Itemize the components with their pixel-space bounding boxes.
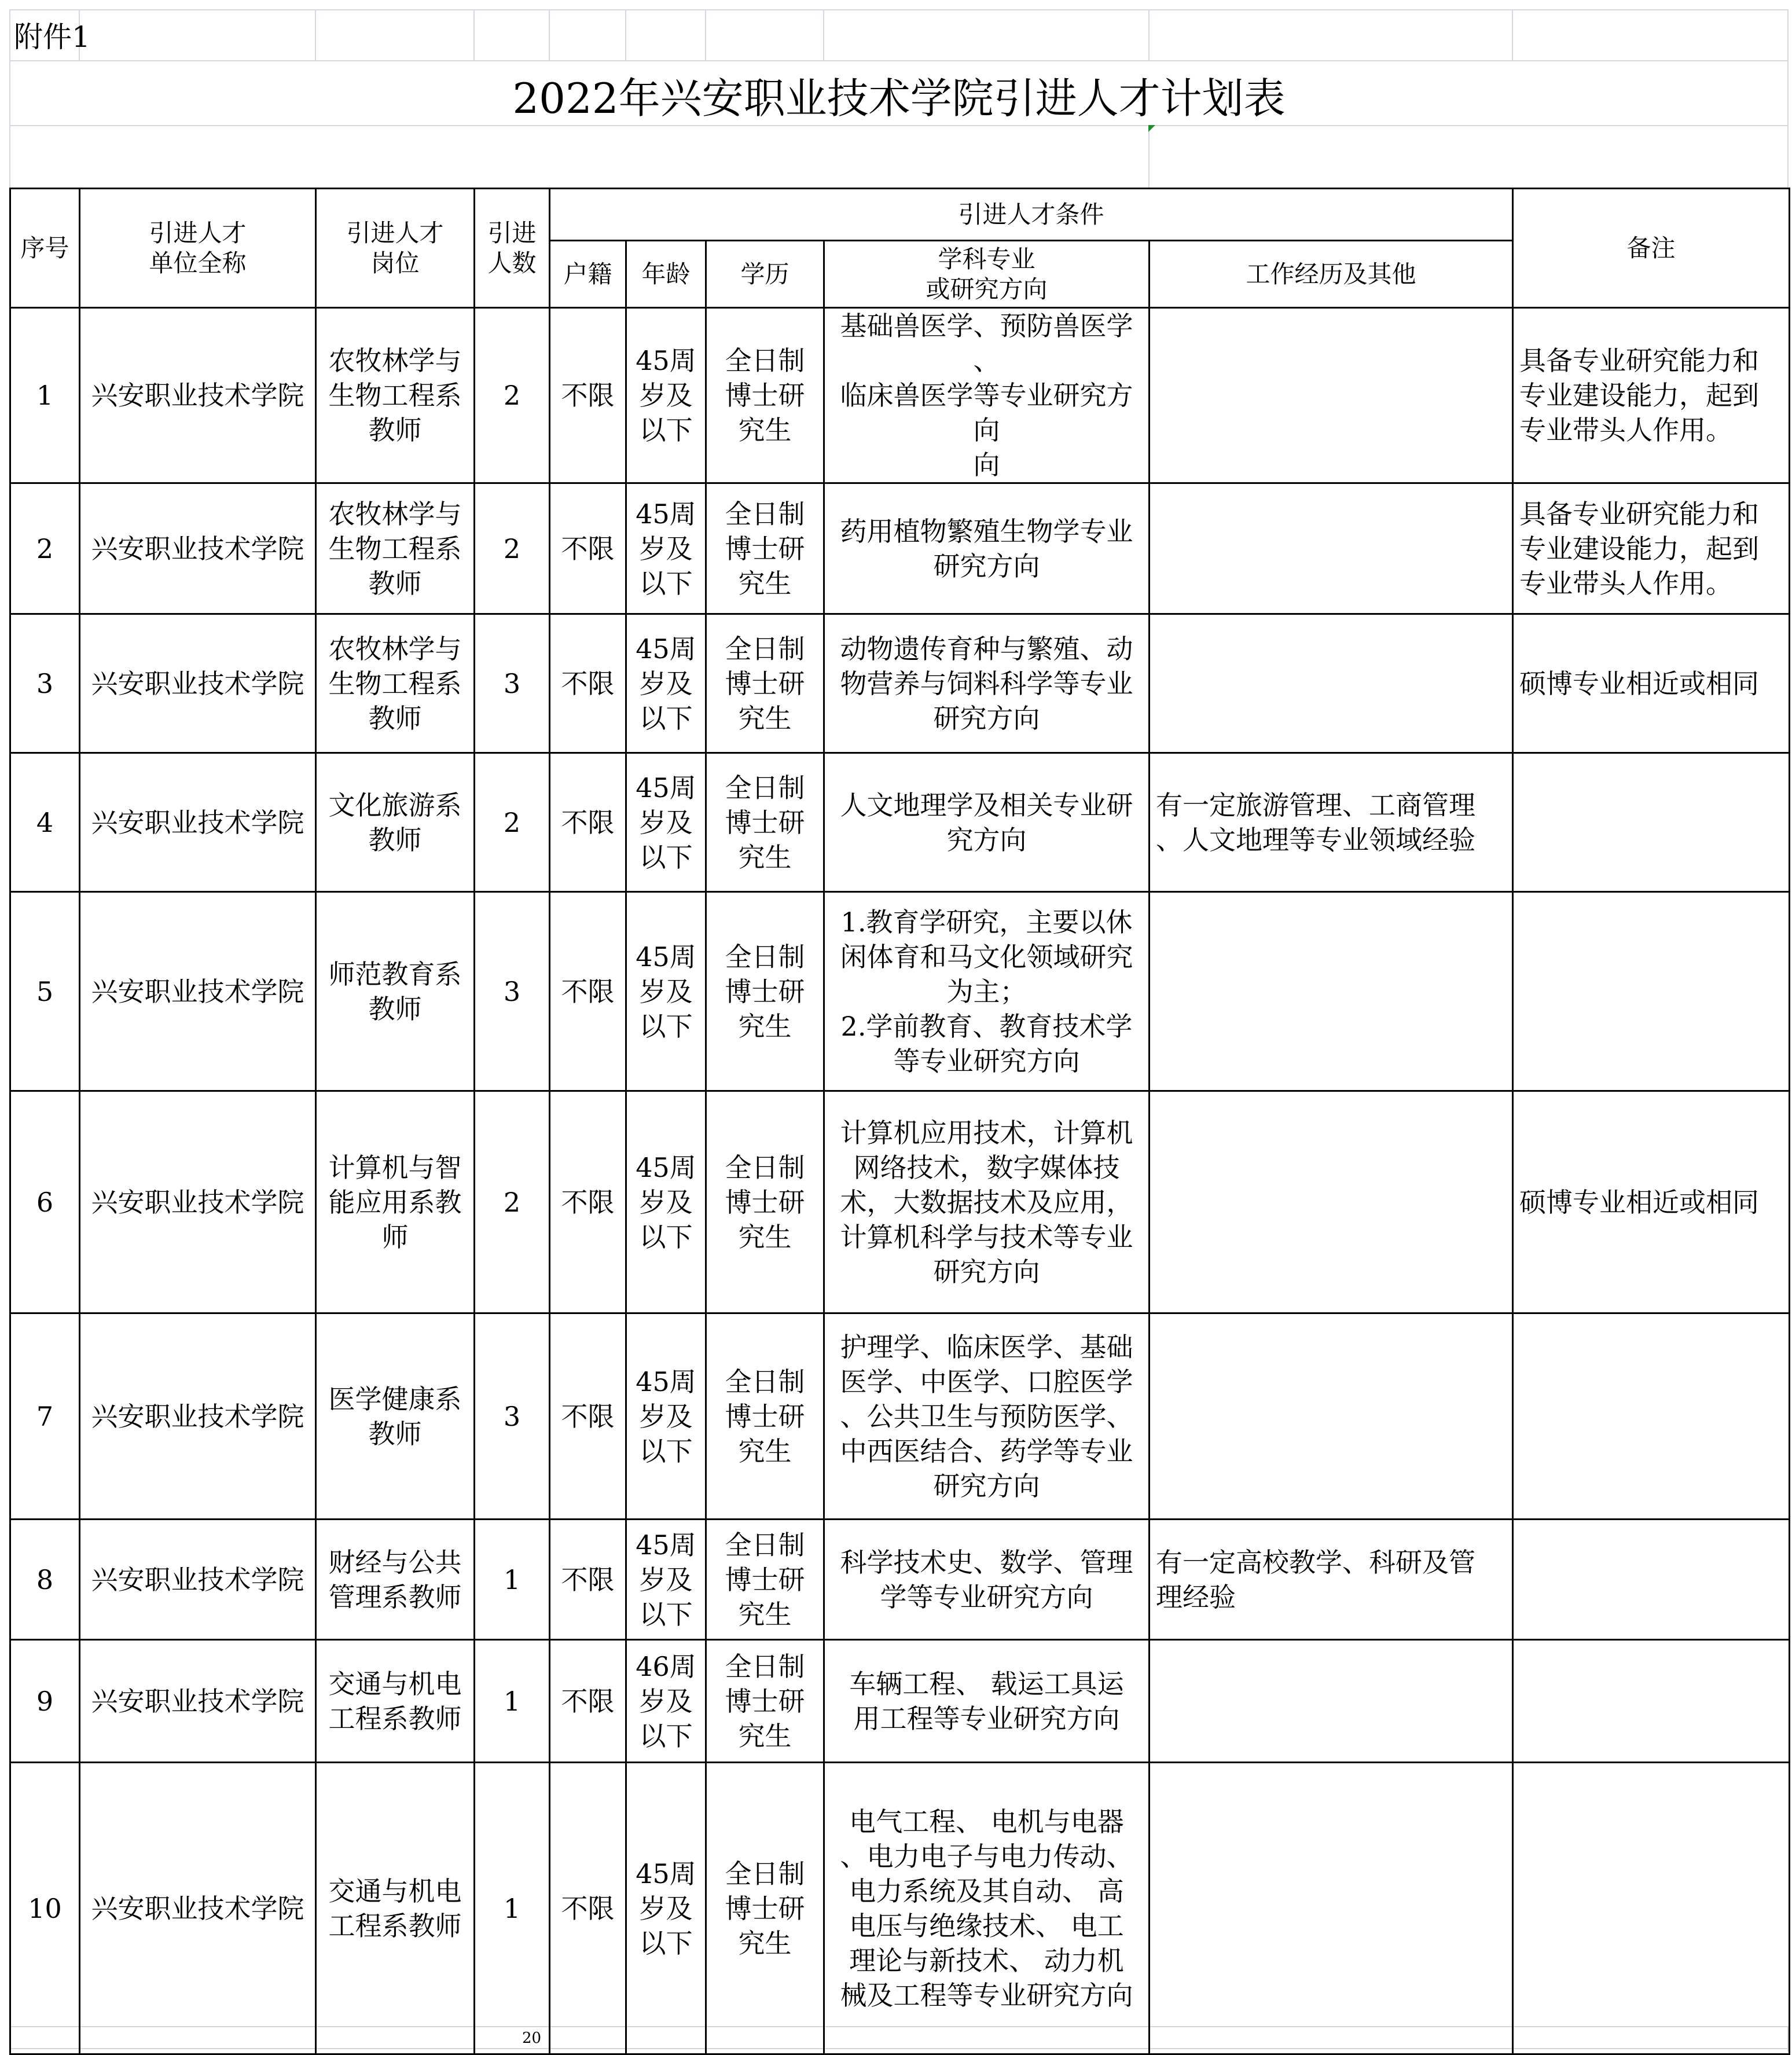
cell-count: 3 <box>475 614 550 753</box>
cell-experience: 有一定旅游管理、工商管理 、人文地理等专业领域经验 <box>1150 753 1513 892</box>
total-count: 20 <box>522 2030 542 2047</box>
table-row <box>10 1091 1790 1313</box>
cell-major: 基础兽医学、预防兽医学 、 临床兽医学等专业研究方向 向 <box>824 308 1150 483</box>
cell-unit: 兴安职业技术学院 <box>80 1763 316 2054</box>
cell-index: 5 <box>10 892 80 1091</box>
cell-count: 1 <box>475 1763 550 2054</box>
cell-post: 文化旅游系教师 <box>316 753 475 892</box>
cell-unit: 兴安职业技术学院 <box>80 483 316 614</box>
cell-post: 农牧林学与生物工程系教师 <box>316 614 475 753</box>
cell-experience <box>1150 483 1513 614</box>
cell-unit: 兴安职业技术学院 <box>80 308 316 483</box>
header-index: 序号 <box>10 189 80 308</box>
cell-hukou: 不限 <box>550 1520 626 1640</box>
table-row <box>10 753 1790 892</box>
cell-count: 3 <box>475 1313 550 1520</box>
cell-experience <box>1150 892 1513 1091</box>
gridline <box>625 9 626 60</box>
cell-post: 财经与公共管理系教师 <box>316 1520 475 1640</box>
cell-index: 2 <box>10 483 80 614</box>
cell-index: 4 <box>10 753 80 892</box>
cell-hukou: 不限 <box>550 892 626 1091</box>
gridline <box>1148 9 1150 60</box>
cell-education: 全日制博士研究生 <box>706 1313 824 1520</box>
cell-hukou: 不限 <box>550 1640 626 1763</box>
cell-experience <box>1150 308 1513 483</box>
cell-index: 9 <box>10 1640 80 1763</box>
cell-major: 护理学、临床医学、基础 医学、中医学、口腔医学 、公共卫生与预防医学、 中西医结合、药学等专业 研究方向 <box>824 1313 1150 1520</box>
cell-post: 农牧林学与生物工程系教师 <box>316 308 475 483</box>
gridline <box>9 9 1789 10</box>
page-title: 2022年兴安职业技术学院引进人才计划表 <box>512 74 1286 123</box>
gridline <box>1148 125 1150 188</box>
cell-major: 动物遗传育种与繁殖、动 物营养与饲料科学等专业 研究方向 <box>824 614 1150 753</box>
cell-experience: 有一定高校教学、科研及管 理经验 <box>1150 1520 1513 1640</box>
table-row <box>10 892 1790 1091</box>
cell-remarks <box>1513 1520 1790 1640</box>
cell-age: 45周岁及以下 <box>626 1313 706 1520</box>
cell-remarks: 硕博专业相近或相同 <box>1513 1091 1790 1313</box>
cell-experience <box>1150 1640 1513 1763</box>
cell-post: 农牧林学与生物工程系教师 <box>316 483 475 614</box>
cell-remarks <box>1513 1640 1790 1763</box>
header-remarks: 备注 <box>1513 189 1790 308</box>
table-row <box>10 614 1790 753</box>
gridline <box>9 60 1789 61</box>
talent-plan-table <box>9 188 1790 2055</box>
cell-post: 医学健康系教师 <box>316 1313 475 1520</box>
cell-hukou: 不限 <box>550 753 626 892</box>
cell-major: 1.教育学研究，主要以休 闲体育和马文化领域研究 为主； 2.学前教育、教育技术学 等专业研究方向 <box>824 892 1150 1091</box>
comment-marker <box>1148 125 1155 132</box>
cell-hukou: 不限 <box>550 308 626 483</box>
table-row <box>10 483 1790 614</box>
header-post: 引进人才 岗位 <box>316 189 475 308</box>
gridline <box>823 9 824 60</box>
cell-education: 全日制博士研究生 <box>706 1091 824 1313</box>
cell-major: 计算机应用技术，计算机 网络技术，数字媒体技 术，大数据技术及应用， 计算机科学与技术等专业 研究方向 <box>824 1091 1150 1313</box>
cell-index: 1 <box>10 308 80 483</box>
cell-unit: 兴安职业技术学院 <box>80 892 316 1091</box>
cell-education: 全日制博士研究生 <box>706 892 824 1091</box>
header-unit: 引进人才 单位全称 <box>80 189 316 308</box>
cell-experience <box>1150 614 1513 753</box>
gridline <box>315 9 316 60</box>
cell-experience <box>1150 1763 1513 2054</box>
cell-experience <box>1150 1313 1513 1520</box>
cell-post: 交通与机电工程系教师 <box>316 1640 475 1763</box>
cell-count: 2 <box>475 753 550 892</box>
header-major: 学科专业 或研究方向 <box>824 241 1150 308</box>
cell-count: 3 <box>475 892 550 1091</box>
cell-remarks: 具备专业研究能力和专业建设能力，起到专业带头人作用。 <box>1513 483 1790 614</box>
table-row <box>10 308 1790 483</box>
cell-major: 药用植物繁殖生物学专业 研究方向 <box>824 483 1150 614</box>
header-age: 年龄 <box>626 241 706 308</box>
cell-index: 3 <box>10 614 80 753</box>
cell-unit: 兴安职业技术学院 <box>80 1313 316 1520</box>
cell-hukou: 不限 <box>550 483 626 614</box>
cell-hukou: 不限 <box>550 1763 626 2054</box>
cell-age: 45周岁及以下 <box>626 892 706 1091</box>
cell-count: 2 <box>475 308 550 483</box>
cell-hukou: 不限 <box>550 1313 626 1520</box>
cell-education: 全日制博士研究生 <box>706 1640 824 1763</box>
cell-remarks <box>1513 892 1790 1091</box>
cell-experience <box>1150 1091 1513 1313</box>
gridline <box>705 9 706 60</box>
cell-education: 全日制博士研究生 <box>706 753 824 892</box>
header-hukou: 户籍 <box>550 241 626 308</box>
gridline <box>473 9 475 60</box>
cell-hukou: 不限 <box>550 614 626 753</box>
cell-remarks <box>1513 1763 1790 2054</box>
cell-count: 1 <box>475 1520 550 1640</box>
cell-index: 7 <box>10 1313 80 1520</box>
cell-age: 45周岁及以下 <box>626 308 706 483</box>
cell-age: 45周岁及以下 <box>626 753 706 892</box>
gridline <box>549 9 550 60</box>
cell-age: 45周岁及以下 <box>626 1091 706 1313</box>
table-row <box>10 1640 1790 1763</box>
cell-unit: 兴安职业技术学院 <box>80 1091 316 1313</box>
header-experience: 工作经历及其他 <box>1150 241 1513 308</box>
cell-remarks: 具备专业研究能力和专业建设能力，起到专业带头人作用。 <box>1513 308 1790 483</box>
cell-unit: 兴安职业技术学院 <box>80 1520 316 1640</box>
cell-remarks: 硕博专业相近或相同 <box>1513 614 1790 753</box>
cell-remarks <box>1513 753 1790 892</box>
cell-index: 6 <box>10 1091 80 1313</box>
header-conditions: 引进人才条件 <box>550 189 1513 241</box>
cell-hukou: 不限 <box>550 1091 626 1313</box>
cell-education: 全日制博士研究生 <box>706 483 824 614</box>
cell-education: 全日制博士研究生 <box>706 308 824 483</box>
cell-education: 全日制博士研究生 <box>706 1763 824 2054</box>
cell-index: 10 <box>10 1763 80 2054</box>
gridline <box>1512 9 1513 60</box>
cell-post: 师范教育系教师 <box>316 892 475 1091</box>
cell-major: 电气工程、 电机与电器 、电力电子与电力传动、 电力系统及其自动、 高 电压与绝缘技术、 电工 理论与新技术、 动力机 械及工程等专业研究方向 <box>824 1763 1150 2054</box>
cell-major: 车辆工程、 载运工具运 用工程等专业研究方向 <box>824 1640 1150 1763</box>
cell-index: 8 <box>10 1520 80 1640</box>
cell-major: 人文地理学及相关专业研 究方向 <box>824 753 1150 892</box>
cell-age: 46周岁及以下 <box>626 1640 706 1763</box>
cell-post: 计算机与智能应用系教师 <box>316 1091 475 1313</box>
table-row <box>10 1763 1790 2054</box>
cell-unit: 兴安职业技术学院 <box>80 614 316 753</box>
cell-count: 2 <box>475 483 550 614</box>
cell-unit: 兴安职业技术学院 <box>80 753 316 892</box>
header-count: 引进 人数 <box>475 189 550 308</box>
cell-age: 45周岁及以下 <box>626 1520 706 1640</box>
table-row <box>10 1313 1790 1520</box>
cell-count: 2 <box>475 1091 550 1313</box>
cell-age: 45周岁及以下 <box>626 614 706 753</box>
table-row <box>10 1520 1790 1640</box>
cell-education: 全日制博士研究生 <box>706 1520 824 1640</box>
header-education: 学历 <box>706 241 824 308</box>
cell-major: 科学技术史、数学、管理 学等专业研究方向 <box>824 1520 1150 1640</box>
cell-age: 45周岁及以下 <box>626 483 706 614</box>
cell-age: 45周岁及以下 <box>626 1763 706 2054</box>
cell-post: 交通与机电工程系教师 <box>316 1763 475 2054</box>
cell-remarks <box>1513 1313 1790 1520</box>
cell-unit: 兴安职业技术学院 <box>80 1640 316 1763</box>
cell-count: 1 <box>475 1640 550 1763</box>
attachment-label: 附件1 <box>14 20 90 54</box>
cell-education: 全日制博士研究生 <box>706 614 824 753</box>
